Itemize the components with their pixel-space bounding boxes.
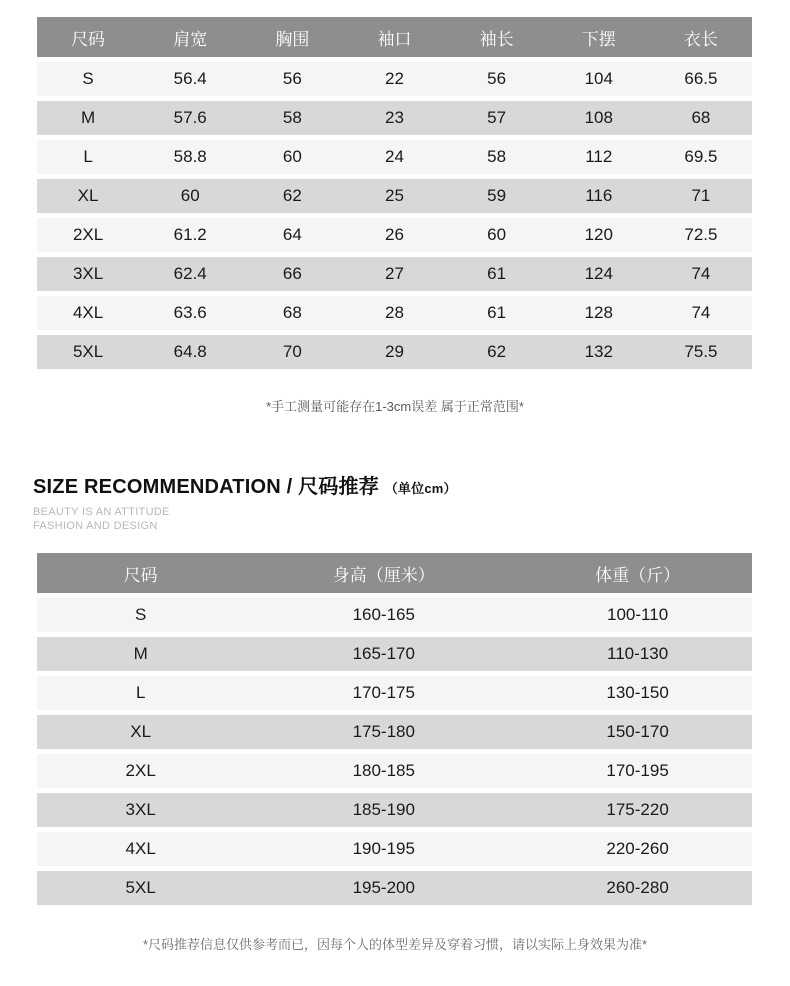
table-cell: 66 [282, 264, 302, 283]
table-cell: 27 [385, 264, 404, 283]
header-cell-shoulder-width: 肩宽 [173, 29, 208, 49]
table-cell: 61 [487, 303, 507, 322]
table-cell: 26 [385, 225, 404, 244]
table-row [37, 179, 752, 213]
table-cell: 69.5 [684, 147, 718, 166]
table-cell: 5XL [72, 342, 104, 361]
table-cell: 74 [691, 303, 711, 322]
table-cell: 5XL [125, 878, 156, 897]
table-cell: 160-165 [352, 605, 415, 624]
header-cell-chest: 胸围 [275, 29, 310, 49]
table-row [37, 676, 752, 710]
table-row [37, 715, 752, 749]
table-cell: 4XL [72, 303, 104, 322]
table-cell: XL [130, 722, 152, 741]
table-row [37, 62, 752, 96]
table-cell: 124 [584, 264, 613, 283]
table-cell: 62 [487, 342, 507, 361]
table-cell: 3XL [72, 264, 104, 283]
table-row [37, 637, 752, 671]
table-cell: 104 [584, 69, 613, 88]
table-cell: 2XL [125, 761, 156, 780]
table-cell: 68 [282, 303, 302, 322]
table-cell: 60 [180, 186, 200, 205]
table-cell: 3XL [125, 800, 156, 819]
table-cell: 220-260 [606, 839, 669, 858]
recommendation-note: *尺码推荐信息仅供参考而已，因每个人的体型差异及穿着习惯，请以实际上身效果为准* [142, 937, 648, 952]
table-cell: 175-220 [606, 800, 669, 819]
table-row [37, 257, 752, 291]
table-row [37, 218, 752, 252]
table-cell: 62 [282, 186, 302, 205]
table-row [37, 754, 752, 788]
table-cell: 74 [691, 264, 711, 283]
table-cell: 58.8 [173, 147, 207, 166]
table-cell: S [82, 69, 94, 88]
table-row [37, 793, 752, 827]
table-cell: 24 [385, 147, 404, 166]
table-row [37, 140, 752, 174]
table-cell: 132 [584, 342, 613, 361]
table-cell: 56 [282, 69, 302, 88]
table-cell: 58 [282, 108, 302, 127]
table-cell: 60 [282, 147, 302, 166]
header-cell-height: 身高（厘米） [332, 565, 435, 585]
table-cell: 59 [487, 186, 507, 205]
table-cell: S [135, 605, 147, 624]
table-cell: 61.2 [173, 225, 207, 244]
table-cell: 64 [282, 225, 302, 244]
table-cell: 100-110 [607, 605, 669, 624]
table-cell: 70 [282, 342, 302, 361]
table-cell: 175-180 [352, 722, 415, 741]
measurement-table-header [37, 17, 752, 57]
table-cell: 25 [385, 186, 404, 205]
table-row [37, 598, 752, 632]
section-heading [33, 470, 457, 533]
table-cell: 150-170 [606, 722, 669, 741]
header-cell-garment-length: 衣长 [683, 29, 718, 49]
table-cell: 56.4 [173, 69, 207, 88]
table-row [37, 296, 752, 330]
table-cell: 2XL [72, 225, 104, 244]
header-cell-weight: 体重（斤） [595, 565, 681, 585]
recommendation-table-header [37, 553, 752, 593]
table-cell: L [83, 147, 93, 166]
table-cell: 116 [585, 186, 613, 205]
table-cell: 66.5 [684, 69, 718, 88]
table-cell: 260-280 [606, 878, 669, 897]
table-cell: 170-175 [352, 683, 415, 702]
table-cell: 22 [385, 69, 404, 88]
recommendation-table [37, 553, 752, 905]
table-cell: 23 [385, 108, 404, 127]
table-cell: 4XL [125, 839, 156, 858]
section-title-unit: （单位cm） [384, 481, 457, 496]
table-row [37, 871, 752, 905]
table-cell: XL [77, 186, 99, 205]
table-cell: 108 [584, 108, 613, 127]
measurement-note: *手工测量可能存在1-3cm误差 属于正常范围* [266, 399, 524, 414]
table-cell: 195-200 [352, 878, 415, 897]
section-subtitle-1: BEAUTY IS AN ATTITUDE [33, 506, 170, 518]
table-cell: 185-190 [352, 800, 415, 819]
header-cell-sleeve-length: 袖长 [479, 29, 514, 49]
table-cell: 72.5 [684, 225, 718, 244]
table-cell: 64.8 [173, 342, 207, 361]
table-cell: 110-130 [607, 644, 669, 663]
table-cell: 75.5 [684, 342, 718, 361]
table-cell: M [133, 644, 148, 663]
header-cell-hem: 下摆 [581, 29, 616, 49]
section-title-text: SIZE RECOMMENDATION / 尺码推荐 [33, 476, 379, 498]
table-cell: M [80, 108, 96, 127]
table-cell: 57 [487, 108, 507, 127]
table-cell: 180-185 [352, 761, 415, 780]
table-cell: 165-170 [352, 644, 415, 663]
table-cell: 28 [385, 303, 404, 322]
header-cell-cuff: 袖口 [377, 29, 412, 49]
table-cell: 170-195 [606, 761, 669, 780]
table-cell: 57.6 [173, 108, 207, 127]
table-cell: 29 [385, 342, 404, 361]
table-cell: 190-195 [352, 839, 415, 858]
table-cell: 61 [487, 264, 507, 283]
table-cell: 60 [487, 225, 507, 244]
header-cell-size: 尺码 [123, 565, 158, 585]
table-cell: 58 [487, 147, 507, 166]
table-row [37, 101, 752, 135]
table-cell: 120 [584, 225, 613, 244]
measurement-table [37, 17, 752, 369]
table-cell: 68 [691, 108, 711, 127]
table-cell: 56 [487, 69, 507, 88]
table-cell: 63.6 [173, 303, 207, 322]
section-subtitle-2: FASHION AND DESIGN [33, 520, 158, 532]
table-cell: 112 [585, 147, 613, 166]
section-title [33, 470, 457, 499]
table-cell: 128 [584, 303, 613, 322]
table-cell: L [135, 683, 146, 702]
table-cell: 62.4 [173, 264, 207, 283]
table-cell: 130-150 [606, 683, 669, 702]
table-row [37, 832, 752, 866]
table-cell: 71 [691, 186, 711, 205]
table-row [37, 335, 752, 369]
header-cell-size: 尺码 [71, 29, 106, 49]
